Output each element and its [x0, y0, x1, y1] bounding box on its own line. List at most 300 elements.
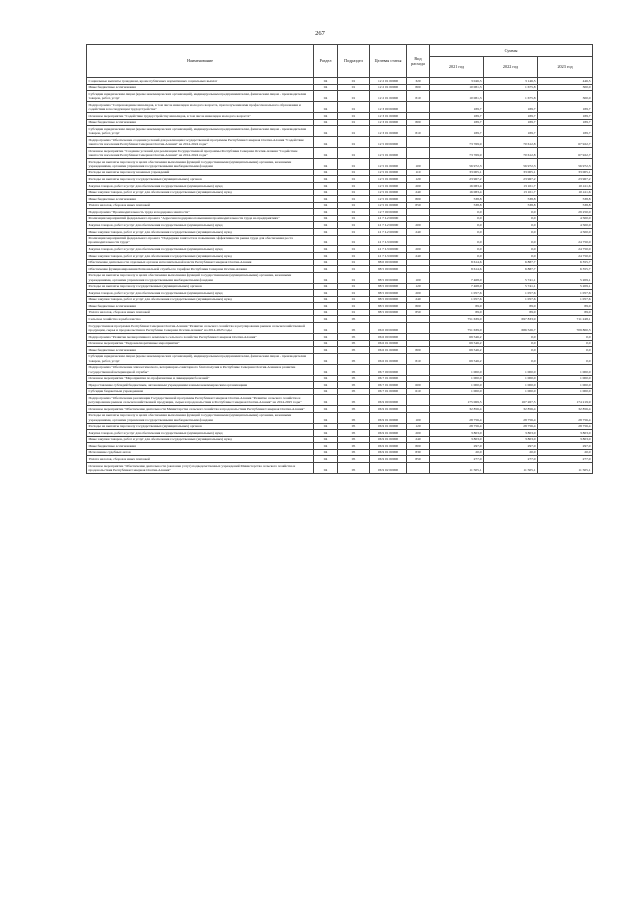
- cell-csr: 12 3 01 00000: [370, 126, 407, 137]
- cell-2021: 1 000,0: [430, 364, 484, 375]
- cell-vr: 810: [407, 126, 430, 137]
- cell-csr: 06 7 01 00000: [370, 388, 407, 395]
- cell-2022: 89,0: [484, 303, 538, 310]
- cell-vr: 200: [407, 222, 430, 229]
- cell-podrazdel: 01: [338, 215, 370, 222]
- cell-2021: 1 057,6: [430, 290, 484, 297]
- table-row: [87, 353, 593, 364]
- cell-name: Подпрограмма "Развитие мелиоративного комплекса сельского хозяйства Республики Северная Осетия-Алания": [87, 333, 314, 340]
- cell-2023: 1 057,6: [538, 296, 593, 303]
- cell-vr: 600: [407, 382, 430, 389]
- cell-csr: 12 5 01 00000: [370, 169, 407, 176]
- header-year-2023: 2023 год: [538, 57, 593, 78]
- cell-name: Расходы на выплаты персоналу в целях обеспечения выполнения функций государственными (муниципальными) органами, казенными учреждениями, органами управления государственными внебюджетными фондами: [87, 412, 314, 423]
- cell-name: Иные закупки товаров, работ и услуг для обеспечения государственных (муниципальных) нужд: [87, 436, 314, 443]
- cell-name: Уплата налогов, сборов и иных платежей: [87, 309, 314, 316]
- cell-2022: 297,0: [484, 443, 538, 450]
- cell-name: Расходы на выплаты персоналу в целях обеспечения выполнения функций государственными (муниципальными) органами, казенными учреждениями, органами управления государственными внебюджетными фондами: [87, 158, 314, 169]
- cell-2021: 175 069,5: [430, 395, 484, 406]
- cell-csr: 06 7 00 00000: [370, 364, 407, 375]
- cell-2023: 1 000,0: [538, 382, 593, 389]
- cell-2023: 1 057,6: [538, 290, 593, 297]
- cell-2023: 538,8: [538, 196, 593, 203]
- cell-vr: 850: [407, 456, 430, 463]
- cell-2021: 8 614,6: [430, 266, 484, 273]
- cell-csr: 06 9 01 00000: [370, 412, 407, 423]
- cell-2022: 0,0: [484, 253, 538, 260]
- cell-name: Социальные выплаты гражданам, кроме публичных нормативных социальных выплат: [87, 78, 314, 85]
- cell-2021: 0,0: [430, 253, 484, 260]
- cell-podrazdel: 01: [338, 183, 370, 190]
- cell-vr: [407, 364, 430, 375]
- cell-razdel: 04: [314, 340, 338, 347]
- cell-2023: 538,8: [538, 202, 593, 209]
- cell-2022: 538,8: [484, 196, 538, 203]
- cell-2021: 69 546,2: [430, 353, 484, 364]
- cell-podrazdel: 01: [338, 309, 370, 316]
- cell-razdel: 04: [314, 382, 338, 389]
- cell-2023: 3 803,0: [538, 430, 593, 437]
- cell-podrazdel: 05: [338, 316, 370, 323]
- cell-name: Реализация мероприятий федерального проекта "Поддержка занятости и повышение эффективности рынка труда для обеспечения роста производительности труда": [87, 235, 314, 246]
- cell-razdel: 04: [314, 158, 338, 169]
- cell-2022: 1 000,0: [484, 388, 538, 395]
- cell-csr: 06 9 01 00000: [370, 436, 407, 443]
- cell-razdel: 04: [314, 364, 338, 375]
- cell-2023: 0,0: [538, 333, 593, 340]
- cell-name: Закупка товаров, работ и услуг для обеспечения государственных (муниципальных) нужд: [87, 222, 314, 229]
- header-year-2021: 2021 год: [430, 57, 484, 78]
- cell-name: Подпрограмма "Обеспечение эпизоотического, ветеринарно-санитарного благополучия в Республике Северная Осетия-Алания и развитие государственной ветеринарной службы": [87, 364, 314, 375]
- cell-2021: 11 505,1: [430, 463, 484, 474]
- cell-vr: [407, 395, 430, 406]
- cell-2023: 23 967,2: [538, 176, 593, 183]
- cell-2021: 32 856,4: [430, 406, 484, 413]
- cell-vr: [407, 235, 430, 246]
- cell-podrazdel: 01: [338, 209, 370, 216]
- table-row: [87, 323, 593, 334]
- cell-razdel: 04: [314, 323, 338, 334]
- cell-2022: 0,0: [484, 215, 538, 222]
- cell-podrazdel: 05: [338, 412, 370, 423]
- cell-podrazdel: 05: [338, 430, 370, 437]
- cell-razdel: 04: [314, 333, 338, 340]
- cell-vr: [407, 137, 430, 148]
- cell-razdel: 04: [314, 388, 338, 395]
- table-row: [87, 272, 593, 283]
- cell-podrazdel: 05: [338, 463, 370, 474]
- cell-name: Основное мероприятие "Обеспечение деятельности Министерства сельского хозяйства и продовольствия Республики Северная Осетия-Алания": [87, 406, 314, 413]
- cell-podrazdel: 01: [338, 176, 370, 183]
- cell-csr: 88 5 00 00000: [370, 296, 407, 303]
- cell-name: Расходы на выплаты персоналу государственных (муниципальных) органов: [87, 283, 314, 290]
- cell-podrazdel: 01: [338, 202, 370, 209]
- cell-2023: 300,0: [538, 91, 593, 102]
- cell-podrazdel: 05: [338, 443, 370, 450]
- cell-2022: 0,0: [484, 228, 538, 235]
- cell-2021: 189,7: [430, 102, 484, 113]
- cell-2021: 189,7: [430, 113, 484, 120]
- cell-csr: 12 7 L3 00000: [370, 253, 407, 260]
- cell-2023: 189,7: [538, 126, 593, 137]
- cell-csr: 88 5 00 00000: [370, 309, 407, 316]
- cell-podrazdel: 05: [338, 456, 370, 463]
- cell-2021: 69 546,2: [430, 347, 484, 354]
- cell-2022: 32 856,4: [484, 406, 538, 413]
- cell-podrazdel: 01: [338, 148, 370, 159]
- cell-2022: 686 526,7: [484, 323, 538, 334]
- cell-podrazdel: 05: [338, 423, 370, 430]
- table-row: [87, 412, 593, 423]
- cell-csr: 12 2 01 00000: [370, 91, 407, 102]
- cell-vr: 850: [407, 202, 430, 209]
- cell-2021: 33 005,1: [430, 169, 484, 176]
- cell-2022: 3 803,0: [484, 436, 538, 443]
- table-row: [87, 102, 593, 113]
- cell-razdel: 04: [314, 406, 338, 413]
- cell-name: Государственная программа Республики Северная Осетия-Алания "Развитие сельского хозяйства и регулирование рынков сельскохозяйственной продукции, сырья и продовольствия в Республике Северная Осетия-Алания" на 2014-2025 годы: [87, 323, 314, 334]
- cell-csr: 06 7 01 00000: [370, 375, 407, 382]
- header-csr: Целевая статья: [370, 45, 407, 78]
- cell-csr: 06 6 01 00000: [370, 347, 407, 354]
- cell-2022: 0,0: [484, 347, 538, 354]
- cell-2021: 73 769,9: [430, 137, 484, 148]
- cell-podrazdel: 01: [338, 290, 370, 297]
- cell-2023: 711 248,1: [538, 316, 593, 323]
- cell-2021: 16 083,4: [430, 183, 484, 190]
- page-number: 267: [315, 30, 325, 37]
- cell-2022: 5 741,1: [484, 283, 538, 290]
- cell-vr: 850: [407, 309, 430, 316]
- cell-podrazdel: 01: [338, 253, 370, 260]
- cell-razdel: 04: [314, 189, 338, 196]
- cell-2021: 10 081,3: [430, 84, 484, 91]
- cell-csr: 12 5 01 00000: [370, 148, 407, 159]
- cell-podrazdel: 01: [338, 259, 370, 266]
- cell-2022: 1 057,6: [484, 290, 538, 297]
- cell-name: Расходы на выплаты персоналу государственных (муниципальных) органов: [87, 176, 314, 183]
- cell-csr: 12 7 L2 00000: [370, 222, 407, 229]
- cell-razdel: 04: [314, 169, 338, 176]
- cell-2022: 1 000,0: [484, 382, 538, 389]
- cell-podrazdel: 05: [338, 353, 370, 364]
- cell-csr: 06 6 01 00000: [370, 353, 407, 364]
- cell-razdel: 04: [314, 283, 338, 290]
- cell-csr: 06 9 01 00000: [370, 456, 407, 463]
- cell-2022: 538,8: [484, 202, 538, 209]
- cell-razdel: 04: [314, 456, 338, 463]
- header-podrazdel: Подраздел: [338, 45, 370, 78]
- cell-2022: 277,0: [484, 456, 538, 463]
- cell-podrazdel: 01: [338, 196, 370, 203]
- cell-2022: 1 675,8: [484, 84, 538, 91]
- cell-2023: 67 922,7: [538, 148, 593, 159]
- cell-razdel: 04: [314, 296, 338, 303]
- cell-2023: 29 250,0: [538, 209, 593, 216]
- cell-2023: 3 803,0: [538, 436, 593, 443]
- cell-name: Основное мероприятие "Гидромелиоративные мероприятия": [87, 340, 314, 347]
- cell-podrazdel: 05: [338, 395, 370, 406]
- cell-vr: 240: [407, 228, 430, 235]
- cell-csr: 88 0 00 00000: [370, 259, 407, 266]
- cell-2023: 189,7: [538, 113, 593, 120]
- cell-2021: 0,0: [430, 222, 484, 229]
- cell-razdel: 04: [314, 309, 338, 316]
- cell-2021: 23 967,2: [430, 176, 484, 183]
- cell-2023: 10 411,6: [538, 183, 593, 190]
- cell-2023: 28 756,4: [538, 423, 593, 430]
- cell-2022: 6 887,7: [484, 259, 538, 266]
- cell-name: Иные закупки товаров, работ и услуг для обеспечения государственных (муниципальных) нужд: [87, 253, 314, 260]
- cell-vr: 320: [407, 78, 430, 85]
- cell-razdel: 04: [314, 463, 338, 474]
- cell-2021: 1 000,0: [430, 375, 484, 382]
- cell-csr: 12 3 01 00000: [370, 113, 407, 120]
- cell-2023: 0,0: [538, 347, 593, 354]
- cell-2022: 1 675,8: [484, 91, 538, 102]
- cell-2023: 28 756,4: [538, 412, 593, 423]
- cell-razdel: 04: [314, 412, 338, 423]
- cell-2022: 11 505,1: [484, 463, 538, 474]
- cell-csr: 12 3 00 00000: [370, 102, 407, 113]
- cell-2021: 3 803,0: [430, 430, 484, 437]
- cell-2023: 20,0: [538, 449, 593, 456]
- cell-csr: 12 7 00 00000: [370, 209, 407, 216]
- cell-razdel: 04: [314, 176, 338, 183]
- cell-2023: 446,5: [538, 78, 593, 85]
- cell-2023: 1 000,0: [538, 388, 593, 395]
- cell-podrazdel: 05: [338, 388, 370, 395]
- cell-vr: 240: [407, 296, 430, 303]
- cell-vr: [407, 463, 430, 474]
- cell-podrazdel: 01: [338, 137, 370, 148]
- cell-podrazdel: 05: [338, 323, 370, 334]
- cell-vr: 810: [407, 91, 430, 102]
- cell-2023: 300,0: [538, 84, 593, 91]
- cell-razdel: 04: [314, 303, 338, 310]
- cell-name: Иные бюджетные ассигнования: [87, 443, 314, 450]
- cell-vr: 120: [407, 176, 430, 183]
- cell-csr: 88 5 00 00000: [370, 266, 407, 273]
- cell-2022: 189,7: [484, 102, 538, 113]
- cell-2022: 28 756,4: [484, 423, 538, 430]
- cell-2023: 6 355,7: [538, 266, 593, 273]
- cell-razdel: 04: [314, 84, 338, 91]
- cell-razdel: 04: [314, 449, 338, 456]
- table-header: [87, 45, 593, 78]
- cell-vr: 610: [407, 388, 430, 395]
- cell-podrazdel: 01: [338, 296, 370, 303]
- cell-razdel: 04: [314, 443, 338, 450]
- cell-podrazdel: 01: [338, 113, 370, 120]
- cell-2023: 174 219,9: [538, 395, 593, 406]
- cell-2022: 56 972,3: [484, 158, 538, 169]
- cell-podrazdel: 05: [338, 347, 370, 354]
- table-body: [87, 78, 593, 474]
- cell-podrazdel: 05: [338, 436, 370, 443]
- cell-razdel: 04: [314, 272, 338, 283]
- cell-vr: 800: [407, 119, 430, 126]
- cell-2022: 28 756,4: [484, 412, 538, 423]
- cell-2022: 189,7: [484, 119, 538, 126]
- cell-csr: 06 9 02 00000: [370, 463, 407, 474]
- cell-razdel: 04: [314, 353, 338, 364]
- cell-csr: 12 2 01 00000: [370, 78, 407, 85]
- cell-2021: 8 614,6: [430, 259, 484, 266]
- cell-podrazdel: 01: [338, 84, 370, 91]
- cell-razdel: 04: [314, 91, 338, 102]
- cell-name: Подпрограмма "Обеспечение реализации Государственной программы Республики Северная Осетия-Алания "Развитие сельского хозяйства и регулирование рынков сельскохозяйственной продукции, сырья и продовольствия в Республике Северная Осетия-Алания" на 2014-2025 годы": [87, 395, 314, 406]
- cell-podrazdel: 01: [338, 228, 370, 235]
- cell-2021: 10 081,3: [430, 91, 484, 102]
- cell-csr: 12 3 01 00000: [370, 119, 407, 126]
- cell-csr: 88 5 00 00000: [370, 290, 407, 297]
- cell-name: Реализация мероприятий федерального проекта "Адресная поддержка повышения производительности труда на предприятиях": [87, 215, 314, 222]
- cell-podrazdel: 01: [338, 78, 370, 85]
- cell-2023: 5 209,1: [538, 272, 593, 283]
- cell-name: Субсидии юридическим лицам (кроме некоммерческих организаций), индивидуальным предпринимателям, физическим лицам - производителям товаров, работ, услуг: [87, 126, 314, 137]
- cell-2023: 56 972,3: [538, 158, 593, 169]
- cell-razdel: 04: [314, 228, 338, 235]
- cell-csr: 12 7 L2 00000: [370, 228, 407, 235]
- cell-2022: 0,0: [484, 353, 538, 364]
- cell-vr: 120: [407, 423, 430, 430]
- cell-2022: 70 612,8: [484, 137, 538, 148]
- cell-2021: 0,0: [430, 209, 484, 216]
- cell-2021: 538,8: [430, 196, 484, 203]
- cell-csr: 12 5 01 00000: [370, 196, 407, 203]
- cell-vr: 800: [407, 347, 430, 354]
- cell-csr: 12 7 L2 00000: [370, 215, 407, 222]
- cell-podrazdel: 01: [338, 189, 370, 196]
- cell-vr: 100: [407, 272, 430, 283]
- cell-2021: 69 546,2: [430, 340, 484, 347]
- table-row: [87, 126, 593, 137]
- cell-2021: 0,0: [430, 228, 484, 235]
- cell-razdel: 04: [314, 202, 338, 209]
- cell-2022: 1 000,0: [484, 364, 538, 375]
- cell-2021: 69 546,2: [430, 333, 484, 340]
- cell-razdel: 04: [314, 375, 338, 382]
- cell-razdel: 04: [314, 235, 338, 246]
- cell-2023: 709 800,3: [538, 323, 593, 334]
- table-row: [87, 158, 593, 169]
- cell-2022: 697 833,9: [484, 316, 538, 323]
- cell-razdel: 04: [314, 423, 338, 430]
- cell-2021: 751 639,0: [430, 316, 484, 323]
- cell-podrazdel: 05: [338, 406, 370, 413]
- cell-razdel: 04: [314, 222, 338, 229]
- cell-podrazdel: 01: [338, 169, 370, 176]
- header-name: Наименование: [87, 45, 314, 78]
- cell-2022: 0,0: [484, 209, 538, 216]
- table-row: [87, 364, 593, 375]
- cell-podrazdel: 01: [338, 91, 370, 102]
- cell-csr: 06 6 01 00000: [370, 340, 407, 347]
- cell-2022: 0,0: [484, 222, 538, 229]
- cell-podrazdel: 01: [338, 126, 370, 137]
- cell-2021: 89,0: [430, 309, 484, 316]
- header-vr: Вид расхода: [407, 45, 430, 78]
- cell-razdel: 04: [314, 148, 338, 159]
- cell-name: Иные бюджетные ассигнования: [87, 196, 314, 203]
- cell-2021: 0,0: [430, 215, 484, 222]
- cell-2021: 0,0: [430, 235, 484, 246]
- cell-name: Уплата налогов, сборов и иных платежей: [87, 202, 314, 209]
- header-razdel: Раздел: [314, 45, 338, 78]
- cell-podrazdel: 01: [338, 303, 370, 310]
- cell-podrazdel: 01: [338, 158, 370, 169]
- cell-vr: [407, 323, 430, 334]
- cell-2021: 277,0: [430, 456, 484, 463]
- cell-csr: 12 7 L3 00000: [370, 235, 407, 246]
- cell-vr: 810: [407, 353, 430, 364]
- cell-razdel: 04: [314, 430, 338, 437]
- cell-2021: 56 972,3: [430, 158, 484, 169]
- cell-2023: 5 209,1: [538, 283, 593, 290]
- cell-2023: 10 411,6: [538, 189, 593, 196]
- cell-csr: 88 5 00 00000: [370, 272, 407, 283]
- cell-2022: 5 741,1: [484, 272, 538, 283]
- cell-podrazdel: 05: [338, 333, 370, 340]
- cell-vr: 240: [407, 189, 430, 196]
- cell-2022: 13 101,7: [484, 189, 538, 196]
- cell-name: Расходы на выплаты персоналу государственных (муниципальных) органов: [87, 423, 314, 430]
- cell-name: Закупка товаров, работ и услуг для обеспечения государственных (муниципальных) нужд: [87, 290, 314, 297]
- table-row: [87, 395, 593, 406]
- cell-podrazdel: 01: [338, 235, 370, 246]
- cell-2023: 4 500,0: [538, 215, 593, 222]
- table-row: [87, 137, 593, 148]
- cell-2023: 89,0: [538, 309, 593, 316]
- cell-razdel: 04: [314, 119, 338, 126]
- cell-podrazdel: 05: [338, 364, 370, 375]
- cell-podrazdel: 05: [338, 375, 370, 382]
- cell-razdel: 04: [314, 316, 338, 323]
- cell-name: Иные закупки товаров, работ и услуг для обеспечения государственных (муниципальных) нужд: [87, 228, 314, 235]
- cell-vr: 200: [407, 246, 430, 253]
- cell-podrazdel: 01: [338, 119, 370, 126]
- cell-2022: 13 101,7: [484, 183, 538, 190]
- cell-2023: 4 500,0: [538, 222, 593, 229]
- cell-2022: 20,0: [484, 449, 538, 456]
- cell-csr: 06 9 01 00000: [370, 406, 407, 413]
- cell-csr: 06 9 01 00000: [370, 449, 407, 456]
- cell-razdel: 04: [314, 436, 338, 443]
- cell-name: Основное мероприятие "Содействие трудоустройству инвалидов, в том числе инвалидов молодого возраста": [87, 113, 314, 120]
- cell-2021: 0,0: [430, 246, 484, 253]
- cell-name: Подпрограмма "Сопровождение инвалидов, в том числе инвалидов молодого возраста, при получении ими профессионального образования и содействия в последующем трудоустройстве": [87, 102, 314, 113]
- cell-vr: 200: [407, 430, 430, 437]
- cell-2023: 297,0: [538, 443, 593, 450]
- cell-vr: [407, 148, 430, 159]
- cell-2021: 1 057,6: [430, 296, 484, 303]
- cell-razdel: 04: [314, 113, 338, 120]
- cell-razdel: 04: [314, 209, 338, 216]
- cell-name: Уплата налогов, сборов и иных платежей: [87, 456, 314, 463]
- budget-table: [86, 44, 593, 474]
- cell-2021: 73 769,9: [430, 148, 484, 159]
- cell-2022: 33 005,1: [484, 169, 538, 176]
- cell-name: Расходы на выплаты персоналу в целях обеспечения выполнения функций государственными (муниципальными) органами, казенными учреждениями, органами управления государственными внебюджетными фондами: [87, 272, 314, 283]
- cell-2022: 3 146,5: [484, 78, 538, 85]
- cell-csr: 12 5 01 00000: [370, 189, 407, 196]
- cell-podrazdel: 01: [338, 222, 370, 229]
- cell-csr: 06 9 01 00000: [370, 430, 407, 437]
- cell-vr: 100: [407, 158, 430, 169]
- cell-csr: 12 7 L3 00000: [370, 246, 407, 253]
- cell-csr: 12 5 00 00000: [370, 137, 407, 148]
